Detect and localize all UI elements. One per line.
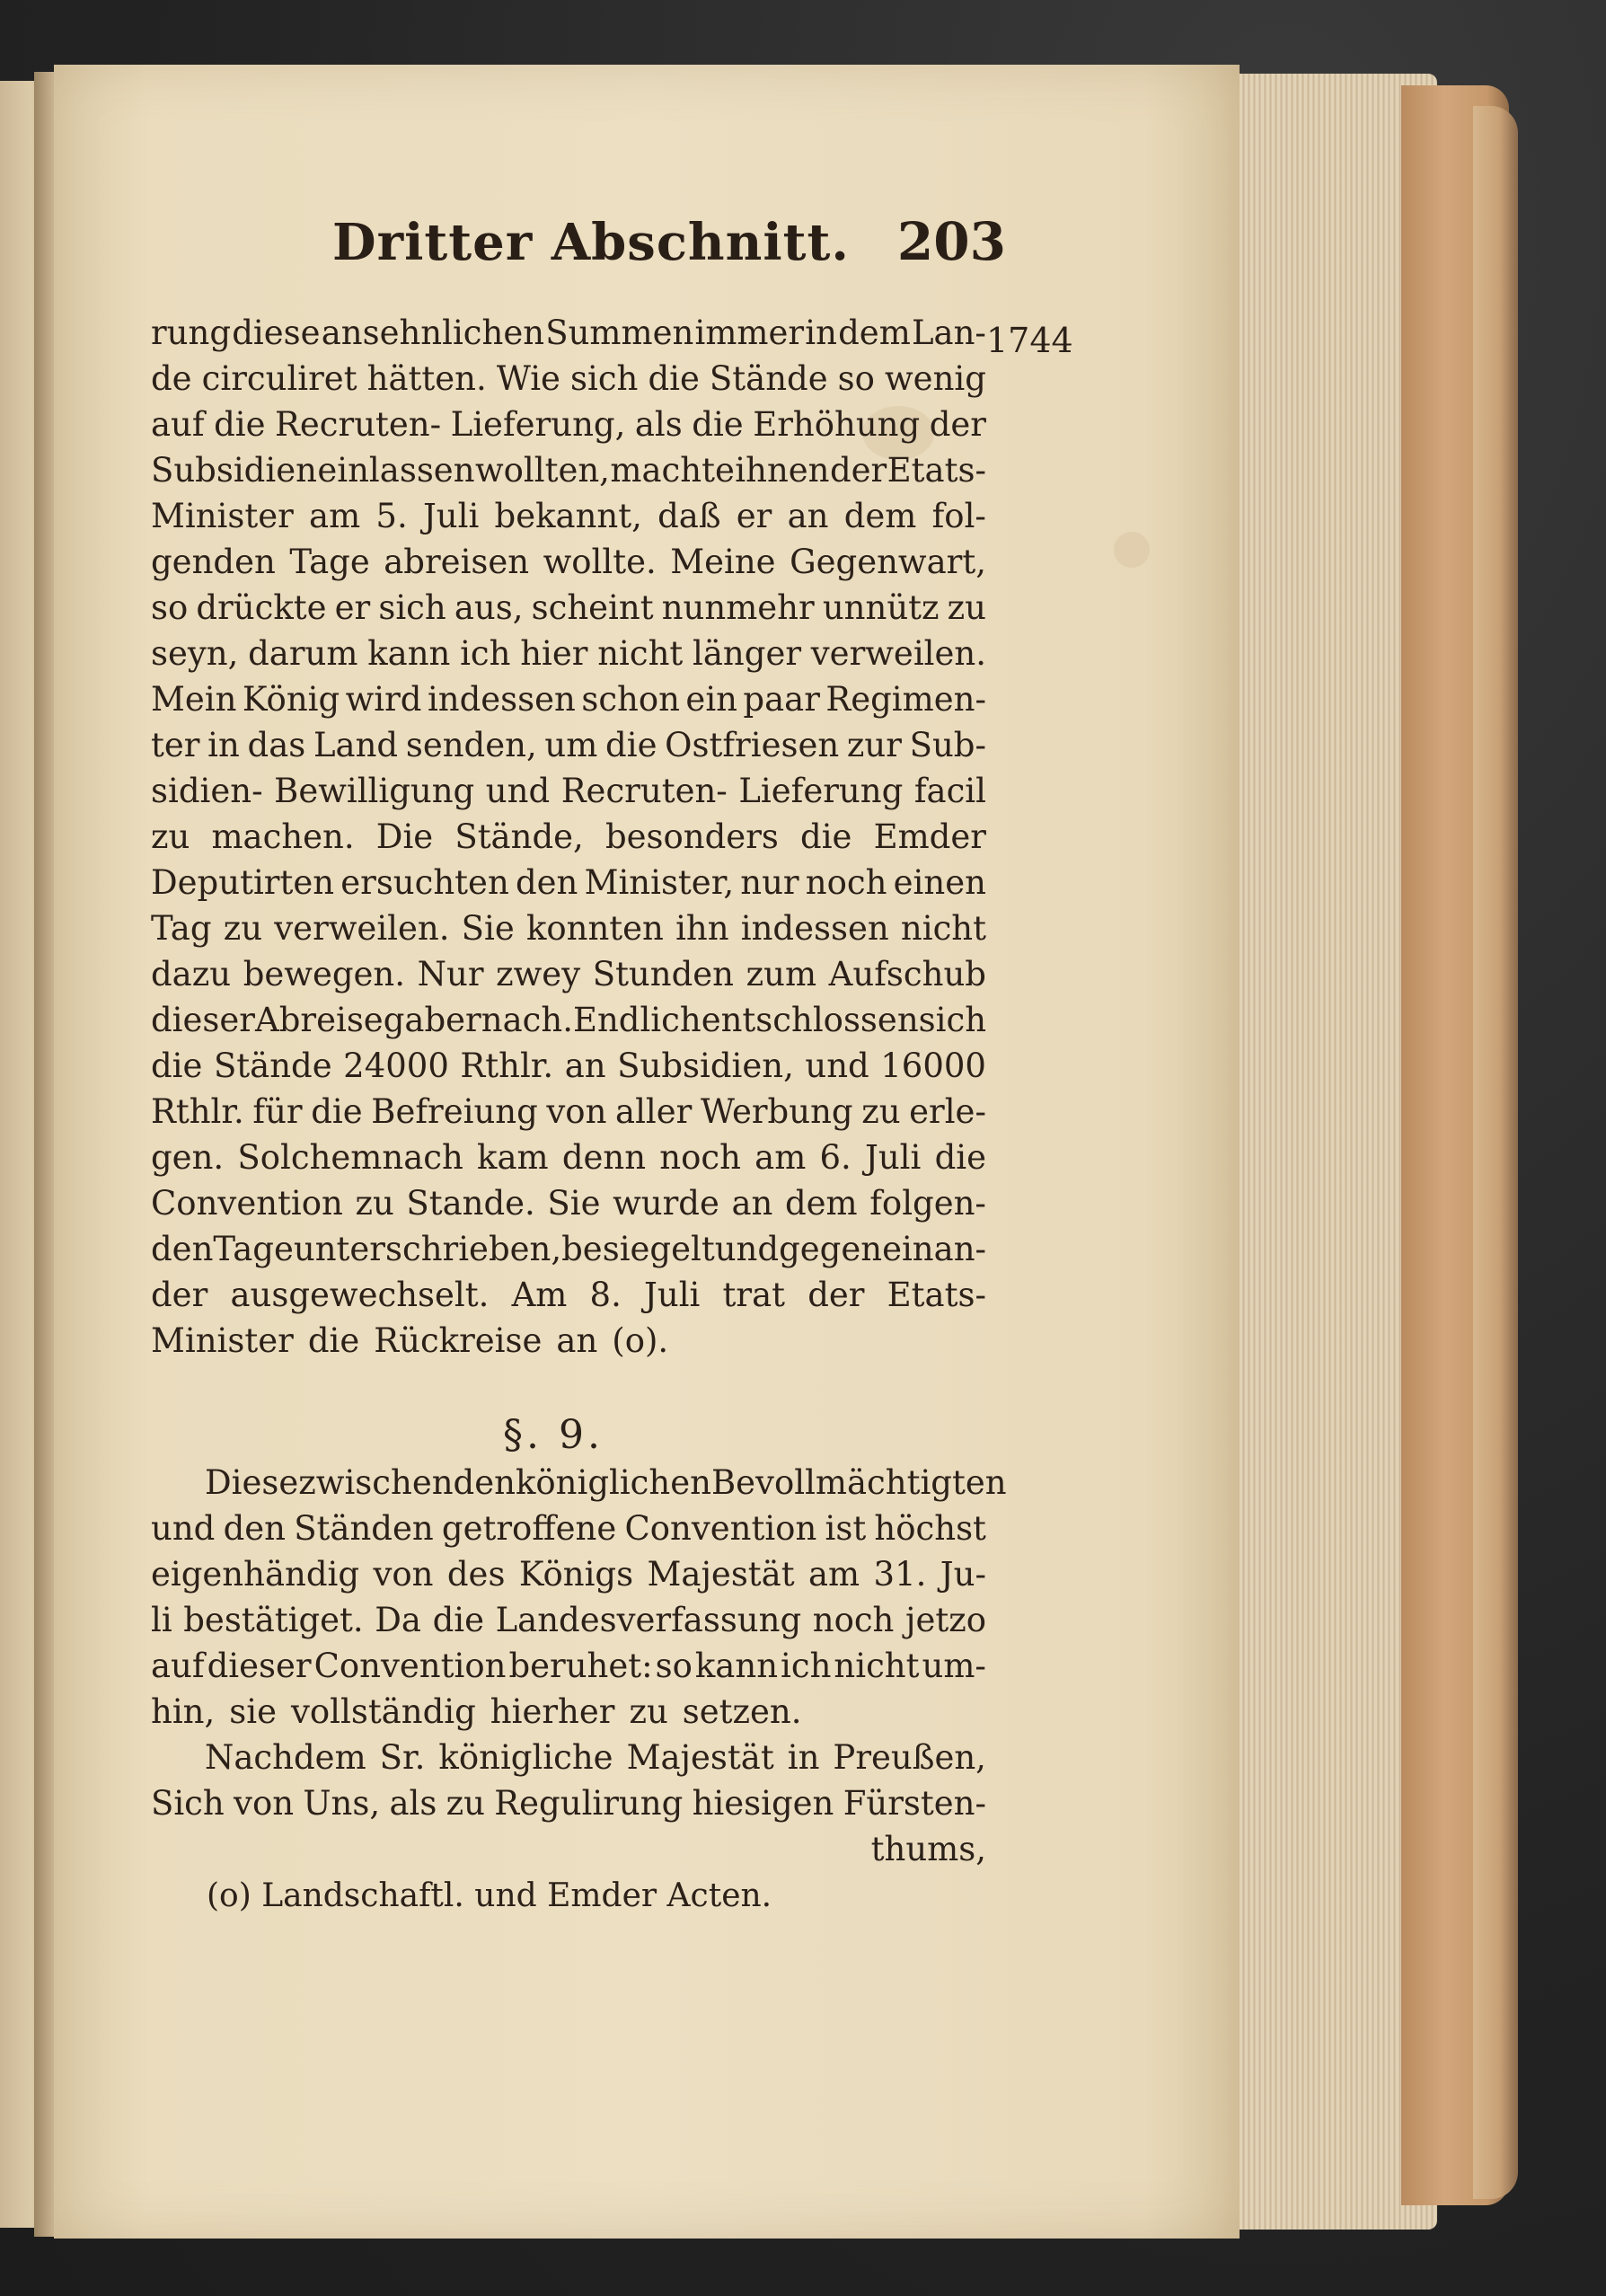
word: unnütz <box>822 588 940 627</box>
paper-stain <box>1114 532 1150 568</box>
word: Meine <box>670 543 776 581</box>
text-line <box>151 768 986 814</box>
word: eigenhändig <box>151 1555 360 1594</box>
paragraph-2-3 <box>151 1460 1007 1872</box>
word: an <box>787 497 829 535</box>
word: Convention <box>151 1184 343 1223</box>
word: Erhöhung <box>753 405 921 444</box>
word: kann <box>367 634 451 673</box>
word: immer <box>694 313 805 352</box>
word: auf <box>151 1647 205 1685</box>
word: Etats- <box>887 451 986 490</box>
word: hier <box>520 634 588 673</box>
word: sich <box>378 588 446 627</box>
word: 16000 <box>880 1046 986 1085</box>
word: 8. <box>589 1276 622 1314</box>
word: Königs <box>518 1555 634 1594</box>
word: Subsidien, <box>617 1046 794 1085</box>
word: er <box>446 1001 481 1039</box>
word: einlassen <box>317 451 475 490</box>
word: fol- <box>931 497 986 535</box>
word: entschlossen <box>701 1001 919 1039</box>
word: Convention <box>624 1509 817 1548</box>
word: Juli <box>422 497 480 535</box>
word: nur <box>740 863 799 902</box>
word: Nachdem <box>205 1738 366 1777</box>
word: Ständen <box>294 1509 434 1548</box>
word: zwey <box>496 955 581 993</box>
word: Regulirung <box>494 1784 684 1823</box>
word: Rückreise <box>374 1321 543 1360</box>
word: Sie <box>461 909 515 948</box>
text-line <box>151 356 986 402</box>
text-line <box>151 1043 986 1089</box>
word: um <box>544 726 598 764</box>
text-line <box>151 1226 986 1272</box>
text-line <box>151 951 986 997</box>
word: der <box>151 1276 208 1314</box>
word: König <box>242 680 340 719</box>
word: Uns, <box>303 1784 381 1823</box>
word: Stände, <box>454 817 584 856</box>
word: wollte. <box>543 543 657 581</box>
word: ich <box>460 634 511 673</box>
word: ausgewechselt. <box>230 1276 490 1314</box>
word: als <box>389 1784 437 1823</box>
word: Tage <box>289 543 370 581</box>
word: machte <box>610 451 735 490</box>
paragraph-3 <box>151 1735 986 1826</box>
word: indessen <box>427 680 576 719</box>
word: beruhet: <box>508 1647 653 1685</box>
word: sidien- <box>151 772 263 810</box>
word: dazu <box>151 955 232 993</box>
word: für <box>252 1092 303 1131</box>
word: die <box>648 359 700 398</box>
paragraph-2 <box>151 1460 1007 1735</box>
word: die <box>311 1092 363 1131</box>
word: konnten <box>525 909 664 948</box>
word: de <box>151 359 192 398</box>
word: hin, <box>151 1692 216 1731</box>
word: er <box>334 588 371 627</box>
word: an <box>731 1184 773 1223</box>
word: li <box>151 1601 172 1639</box>
word: Wie <box>496 359 560 398</box>
word: besonders <box>604 817 779 856</box>
word: Nur <box>417 955 484 993</box>
text-line <box>151 814 986 860</box>
word: den <box>515 863 578 902</box>
word: Endlich <box>572 1001 702 1039</box>
word: als <box>634 405 683 444</box>
text-line <box>151 1780 986 1826</box>
word: Diese <box>205 1463 299 1502</box>
text-line <box>151 1089 986 1135</box>
word: die <box>307 1321 360 1360</box>
word: Mein <box>151 680 237 719</box>
page-header <box>332 211 1006 283</box>
word: zu <box>861 1092 901 1131</box>
word: dieser <box>151 1001 255 1039</box>
word: drückte <box>196 588 327 627</box>
word: der <box>807 1276 865 1314</box>
word: unterschrieben, <box>293 1230 562 1268</box>
text-line <box>151 493 986 539</box>
word: Solchemnach <box>237 1138 463 1177</box>
word: und <box>485 772 551 810</box>
word: Majestät <box>626 1738 774 1777</box>
word: von <box>373 1555 434 1594</box>
word: Juli <box>644 1276 701 1314</box>
paragraph-1 <box>151 310 986 1364</box>
word: nicht <box>834 1647 920 1685</box>
word: sie <box>229 1692 277 1731</box>
word: Lan- <box>911 313 986 352</box>
word: Lieferung, <box>450 405 626 444</box>
word: indessen <box>740 909 889 948</box>
word: aller <box>615 1092 693 1131</box>
word: in <box>207 726 240 764</box>
word: das <box>247 726 306 764</box>
word: Stande. <box>406 1184 535 1223</box>
word: ein <box>685 680 737 719</box>
word: dem <box>784 1184 858 1223</box>
word: Juli <box>865 1138 922 1177</box>
word: machen. <box>211 817 355 856</box>
text-line <box>151 722 986 768</box>
word: den <box>223 1509 286 1548</box>
word: Summen <box>545 313 694 352</box>
word: ter <box>151 726 200 764</box>
word: Tag <box>151 909 212 948</box>
word: seyn, <box>151 634 239 673</box>
word: nach. <box>481 1001 573 1039</box>
word: ihn <box>675 909 729 948</box>
word: senden, <box>405 726 537 764</box>
word: am <box>309 497 361 535</box>
text-line <box>151 1689 986 1735</box>
text-line <box>151 676 986 722</box>
text-line <box>151 1180 986 1226</box>
word: Recruten- <box>560 772 728 810</box>
running-head: Dritter Abschnitt. <box>332 213 850 272</box>
word: den <box>151 1230 214 1268</box>
word: Sie <box>547 1184 601 1223</box>
word: der <box>829 451 887 490</box>
word: und <box>151 1509 216 1548</box>
catchword-line <box>151 1826 986 1872</box>
word: Lieferung <box>738 772 904 810</box>
word: Convention <box>313 1647 507 1685</box>
word: den <box>453 1463 516 1502</box>
word: Da <box>375 1601 421 1639</box>
word: an <box>556 1321 598 1360</box>
text-line <box>151 585 986 631</box>
word: Regimen- <box>825 680 986 719</box>
word: und <box>714 1230 780 1268</box>
word: Minister, <box>584 863 735 902</box>
word: die <box>934 1138 986 1177</box>
word: Preußen, <box>833 1738 986 1777</box>
word: schon <box>581 680 680 719</box>
margin-year-note: 1744 <box>986 321 1073 360</box>
word: Bevollmächtigten <box>710 1463 1007 1502</box>
word: zu <box>223 909 263 948</box>
text-line <box>151 1597 986 1643</box>
word: Gegenwart, <box>790 543 986 581</box>
word: facil <box>913 772 986 810</box>
text-line <box>151 1506 986 1551</box>
word: ich <box>781 1647 832 1685</box>
word: die <box>214 405 266 444</box>
text-line <box>151 997 986 1043</box>
word: am <box>754 1138 807 1177</box>
word: denn <box>561 1138 647 1177</box>
word: in <box>787 1738 820 1777</box>
word: kam <box>477 1138 549 1177</box>
word: Land <box>313 726 399 764</box>
word: zu <box>355 1184 394 1223</box>
word: auf <box>151 405 205 444</box>
word: Majestät <box>647 1555 795 1594</box>
word: Etats- <box>887 1276 986 1314</box>
word: dem <box>843 497 917 535</box>
text-line <box>151 1735 986 1780</box>
word: noch <box>659 1138 741 1177</box>
word: königliche <box>438 1738 613 1777</box>
word: Aufschub <box>828 955 986 993</box>
text-line <box>151 631 986 676</box>
word: wird <box>345 680 422 719</box>
word: Emder <box>873 817 986 856</box>
word: Abreise <box>255 1001 384 1039</box>
word: Werbung <box>700 1092 853 1131</box>
word: zur <box>846 726 902 764</box>
word: einen <box>893 863 986 902</box>
word: hiesigen <box>692 1784 834 1823</box>
section-heading: §. 9. <box>503 1412 604 1458</box>
word: nicht <box>597 634 684 673</box>
word: bestätiget. <box>183 1601 364 1639</box>
word: zu <box>947 588 986 627</box>
word: so <box>151 588 189 627</box>
text-line <box>151 1551 986 1597</box>
word: am <box>808 1555 860 1594</box>
catchword: thums, <box>870 1830 986 1868</box>
word: die <box>692 405 744 444</box>
word: königlichen <box>515 1463 711 1502</box>
word: Befreiung <box>371 1092 538 1131</box>
word: Minister <box>151 1321 294 1360</box>
word: 31. <box>873 1555 927 1594</box>
word: hätten. <box>366 359 487 398</box>
word: gegen <box>779 1230 883 1268</box>
word: Ju- <box>940 1555 986 1594</box>
word: Stände <box>213 1046 332 1085</box>
word: 24000 <box>343 1046 449 1085</box>
word: paar <box>743 680 820 719</box>
word: jetzo <box>904 1601 986 1639</box>
word: Rthlr. <box>460 1046 554 1085</box>
word: setzen. <box>682 1692 802 1731</box>
text-line <box>151 1460 1007 1506</box>
word: die <box>605 726 657 764</box>
word: dem <box>838 313 911 352</box>
word: abreisen <box>384 543 530 581</box>
word: circuliret <box>201 359 357 398</box>
word: Stände <box>709 359 828 398</box>
word: nicht <box>900 909 986 948</box>
word: zu <box>151 817 190 856</box>
word: Rthlr. <box>151 1092 244 1131</box>
word: ist <box>825 1509 867 1548</box>
book-cover-edge <box>1473 106 1518 2199</box>
word: genden <box>151 543 276 581</box>
word: des <box>446 1555 506 1594</box>
word: zum <box>746 955 817 993</box>
word: höchst <box>874 1509 986 1548</box>
word: daß <box>657 497 721 535</box>
word: und <box>805 1046 869 1085</box>
page-number: 203 <box>896 211 1006 272</box>
word: so <box>655 1647 693 1685</box>
text-line <box>151 1643 986 1689</box>
word: länger <box>693 634 802 673</box>
word: wurde <box>613 1184 719 1223</box>
word: gab <box>383 1001 446 1039</box>
word: Fürsten- <box>843 1784 986 1823</box>
word: sich <box>570 359 639 398</box>
word: darum <box>248 634 358 673</box>
word: in <box>805 313 837 352</box>
word: Am <box>511 1276 568 1314</box>
word: er <box>736 497 772 535</box>
word: aus, <box>454 588 524 627</box>
word: dieser <box>207 1647 312 1685</box>
word: ihnen <box>735 451 830 490</box>
text-line <box>151 402 986 447</box>
word: zu <box>629 1692 668 1731</box>
word: vollständig <box>290 1692 476 1731</box>
word: zwischen <box>298 1463 454 1502</box>
word: Bewilligung <box>274 772 475 810</box>
word: um- <box>922 1647 986 1685</box>
word: folgen- <box>869 1184 986 1223</box>
text-line <box>151 905 986 951</box>
word: bewegen. <box>243 955 406 993</box>
word: hierher <box>490 1692 615 1731</box>
word: verweilen. <box>274 909 450 948</box>
word: bekannt, <box>494 497 642 535</box>
word: so <box>837 359 875 398</box>
word: die <box>432 1601 484 1639</box>
word: diese <box>232 313 321 352</box>
word: Tage <box>213 1230 294 1268</box>
word: an <box>564 1046 606 1085</box>
word: rung <box>151 313 232 352</box>
word: 5. <box>375 497 408 535</box>
word: verweilen. <box>810 634 986 673</box>
word: Ostfriesen <box>665 726 840 764</box>
word: 6. <box>819 1138 852 1177</box>
word: noch <box>812 1601 895 1639</box>
word: noch <box>805 863 887 902</box>
word: gen. <box>151 1138 225 1177</box>
word: Minister <box>151 497 294 535</box>
word: Landesverfassung <box>495 1601 802 1639</box>
text-line <box>151 1318 986 1364</box>
word: der <box>929 405 986 444</box>
word: wenig <box>885 359 986 398</box>
word: Sich <box>151 1784 225 1823</box>
word: Die <box>375 817 434 856</box>
word: Recruten- <box>275 405 442 444</box>
word: von <box>234 1784 295 1823</box>
word: Stunden <box>592 955 735 993</box>
word: von <box>546 1092 607 1131</box>
word: (o). <box>612 1321 669 1360</box>
word: Subsidien <box>151 451 317 490</box>
word: nunmehr <box>661 588 815 627</box>
word: erle- <box>909 1092 986 1131</box>
word: die <box>151 1046 203 1085</box>
text-line <box>151 447 986 493</box>
word: Sr. <box>379 1738 426 1777</box>
word: sich <box>918 1001 987 1039</box>
text-line <box>151 860 986 905</box>
word: Deputirten <box>151 863 335 902</box>
word: besiegelt <box>561 1230 715 1268</box>
word: Sub- <box>909 726 986 764</box>
word: scheint <box>531 588 654 627</box>
word: trat <box>722 1276 786 1314</box>
footnote: (o) Landschaftl. und Emder Acten. <box>207 1877 772 1914</box>
word: ansehnlichen <box>321 313 545 352</box>
text-line <box>151 539 986 585</box>
word: wollten, <box>474 451 610 490</box>
text-line <box>151 1135 986 1180</box>
word: einan- <box>882 1230 987 1268</box>
word: ersuchten <box>340 863 509 902</box>
word: die <box>800 817 852 856</box>
word: kann <box>694 1647 779 1685</box>
word: zu <box>446 1784 485 1823</box>
text-line <box>151 1272 986 1318</box>
text-line <box>151 310 986 356</box>
word: getroffene <box>441 1509 617 1548</box>
